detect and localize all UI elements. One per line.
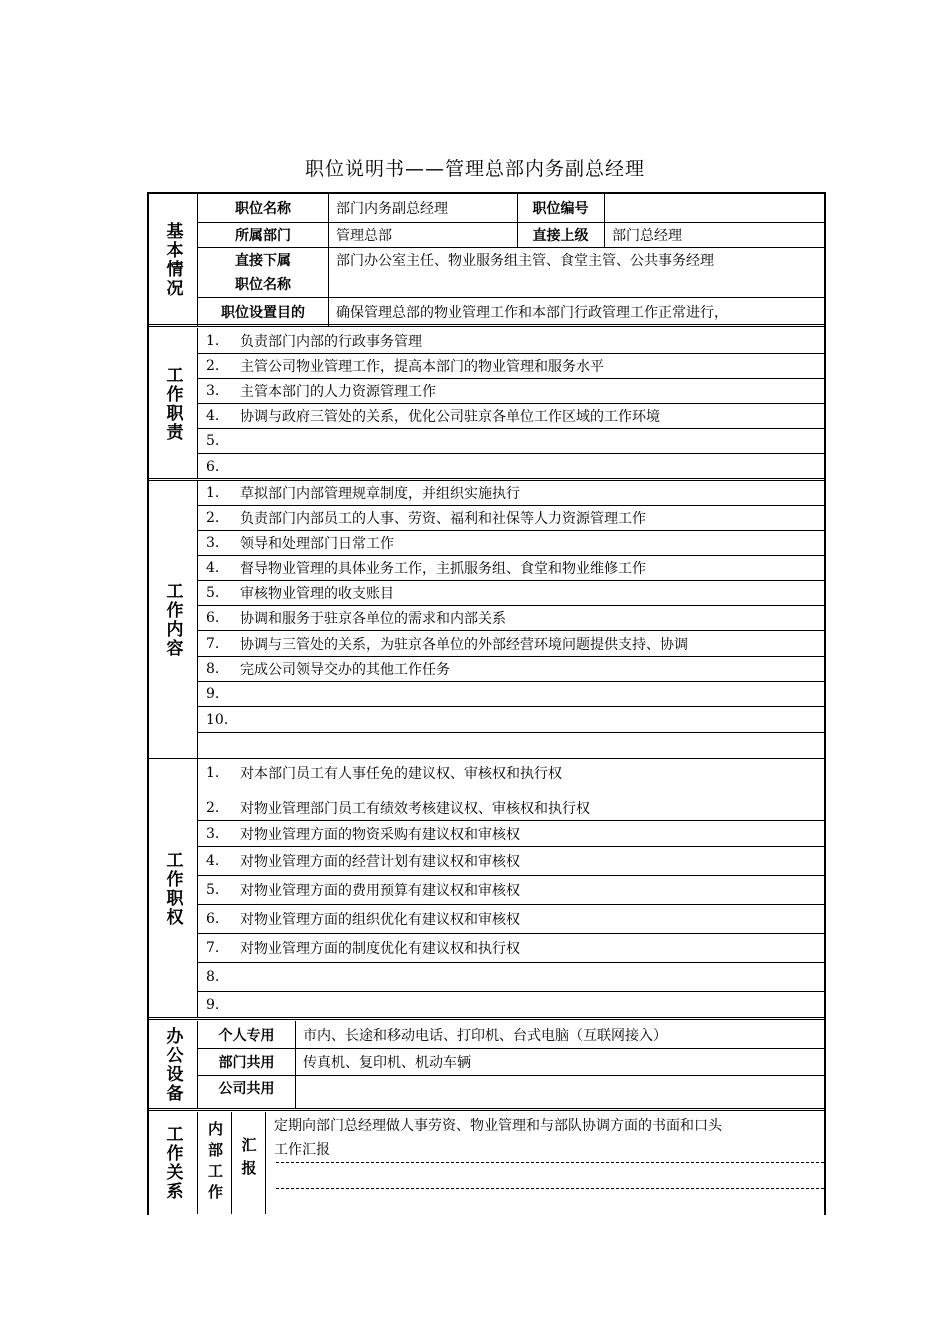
dashed-divider	[276, 1162, 824, 1163]
personal-equipment-label: 个人专用	[218, 1027, 275, 1044]
dept-equipment-label: 部门共用	[218, 1054, 275, 1071]
list-item: 1. 负责部门内部的行政事务管理	[198, 328, 826, 354]
list-item	[198, 733, 826, 758]
list-item: 5. 审核物业管理的收支账目	[198, 581, 826, 606]
superior-label: 直接上级	[532, 227, 589, 244]
list-item: 4. 对物业管理方面的经营计划有建议权和审核权	[198, 847, 826, 876]
list-item: 7. 协调与三管处的关系，为驻京各单位的外部经营环境问题提供支持、协调	[198, 631, 826, 657]
internal-work-label: 内部工作	[206, 1121, 224, 1205]
list-item: 8. 完成公司领导交办的其他工作任务	[198, 657, 826, 682]
company-equipment-value	[295, 1075, 826, 1101]
list-item: 5. 对物业管理方面的费用预算有建议权和审核权	[198, 876, 826, 905]
personal-equipment-value: 市内、长途和移动电话、打印机、台式电脑（互联网接入）	[303, 1027, 667, 1044]
authority-label: 工作职权	[147, 759, 198, 1018]
superior-value: 部门总经理	[612, 227, 682, 244]
relations-label: 工作关系	[147, 1112, 198, 1214]
list-item: 2. 负责部门内部员工的人事、劳资、福利和社保等人力资源管理工作	[198, 506, 826, 531]
company-equipment-label: 公司共用	[218, 1081, 275, 1097]
list-item: 7. 对物业管理方面的制度优化有建议权和执行权	[198, 934, 826, 963]
list-item: 4. 协调与政府三管处的关系，优化公司驻京各单位工作区域的工作环境	[198, 404, 826, 429]
subordinates-label-line1: 直接下属	[235, 253, 291, 269]
department-label: 所属部门	[235, 227, 291, 244]
duties-label: 工作职责	[147, 328, 198, 479]
work-content-label: 工作内容	[147, 481, 198, 758]
department-value: 管理总部	[336, 227, 392, 244]
list-item: 4. 督导物业管理的具体业务工作，主抓服务组、食堂和物业维修工作	[198, 556, 826, 581]
list-item: 6.	[206, 458, 220, 475]
basic-info-section	[147, 194, 826, 326]
purpose-value: 确保管理总部的物业管理工作和本部门行政管理工作正常进行，	[336, 304, 728, 321]
list-item: 9.	[198, 682, 826, 707]
dept-equipment-value: 传真机、复印机、机动车辆	[303, 1054, 471, 1071]
relations-section	[147, 1112, 826, 1214]
list-item: 2. 对物业管理部门员工有绩效考核建议权、审核权和执行权	[198, 787, 826, 821]
list-item: 3. 对物业管理方面的物资采购有建议权和审核权	[198, 821, 826, 847]
equipment-label: 办公设备	[147, 1021, 198, 1109]
dashed-divider	[276, 1188, 824, 1189]
position-name-label: 职位名称	[235, 201, 291, 217]
subordinates-label-line2: 职位名称	[235, 277, 291, 293]
position-code-value	[604, 194, 826, 222]
subordinates-value: 部门办公室主任、物业服务组主管、食堂主管、公共事务经理	[336, 253, 714, 269]
list-item: 3. 领导和处理部门日常工作	[198, 531, 826, 556]
list-item: 1. 草拟部门内部管理规章制度，并组织实施执行	[198, 481, 826, 506]
position-name-value: 部门内务副总经理	[336, 201, 448, 217]
purpose-label: 职位设置目的	[221, 304, 305, 321]
list-item: 8.	[198, 963, 826, 992]
list-item: 1. 对本部门员工有人事任免的建议权、审核权和执行权	[206, 765, 562, 782]
report-label: 汇报	[239, 1137, 258, 1183]
list-item: 10.	[198, 707, 826, 733]
report-text-line2: 工作汇报	[274, 1142, 330, 1158]
list-item: 2. 主管公司物业管理工作，提高本部门的物业管理和服务水平	[198, 354, 826, 379]
list-item: 5.	[198, 429, 826, 454]
work-content-section	[147, 481, 826, 758]
report-text-line1: 定期向部门总经理做人事劳资、物业管理和与部队协调方面的书面和口头	[274, 1118, 722, 1134]
basic-info-label: 基本情况	[147, 194, 198, 326]
authority-section	[147, 759, 826, 1018]
equipment-section	[147, 1021, 826, 1109]
position-code-label: 职位编号	[532, 201, 589, 217]
list-item: 9.	[206, 997, 220, 1013]
list-item: 3. 主管本部门的人力资源管理工作	[198, 379, 826, 404]
page-title: 职位说明书——管理总部内务副总经理	[304, 158, 645, 180]
list-item: 6. 对物业管理方面的组织优化有建议权和审核权	[198, 905, 826, 934]
list-item: 6. 协调和服务于驻京各单位的需求和内部关系	[198, 606, 826, 631]
duties-section	[147, 328, 826, 479]
